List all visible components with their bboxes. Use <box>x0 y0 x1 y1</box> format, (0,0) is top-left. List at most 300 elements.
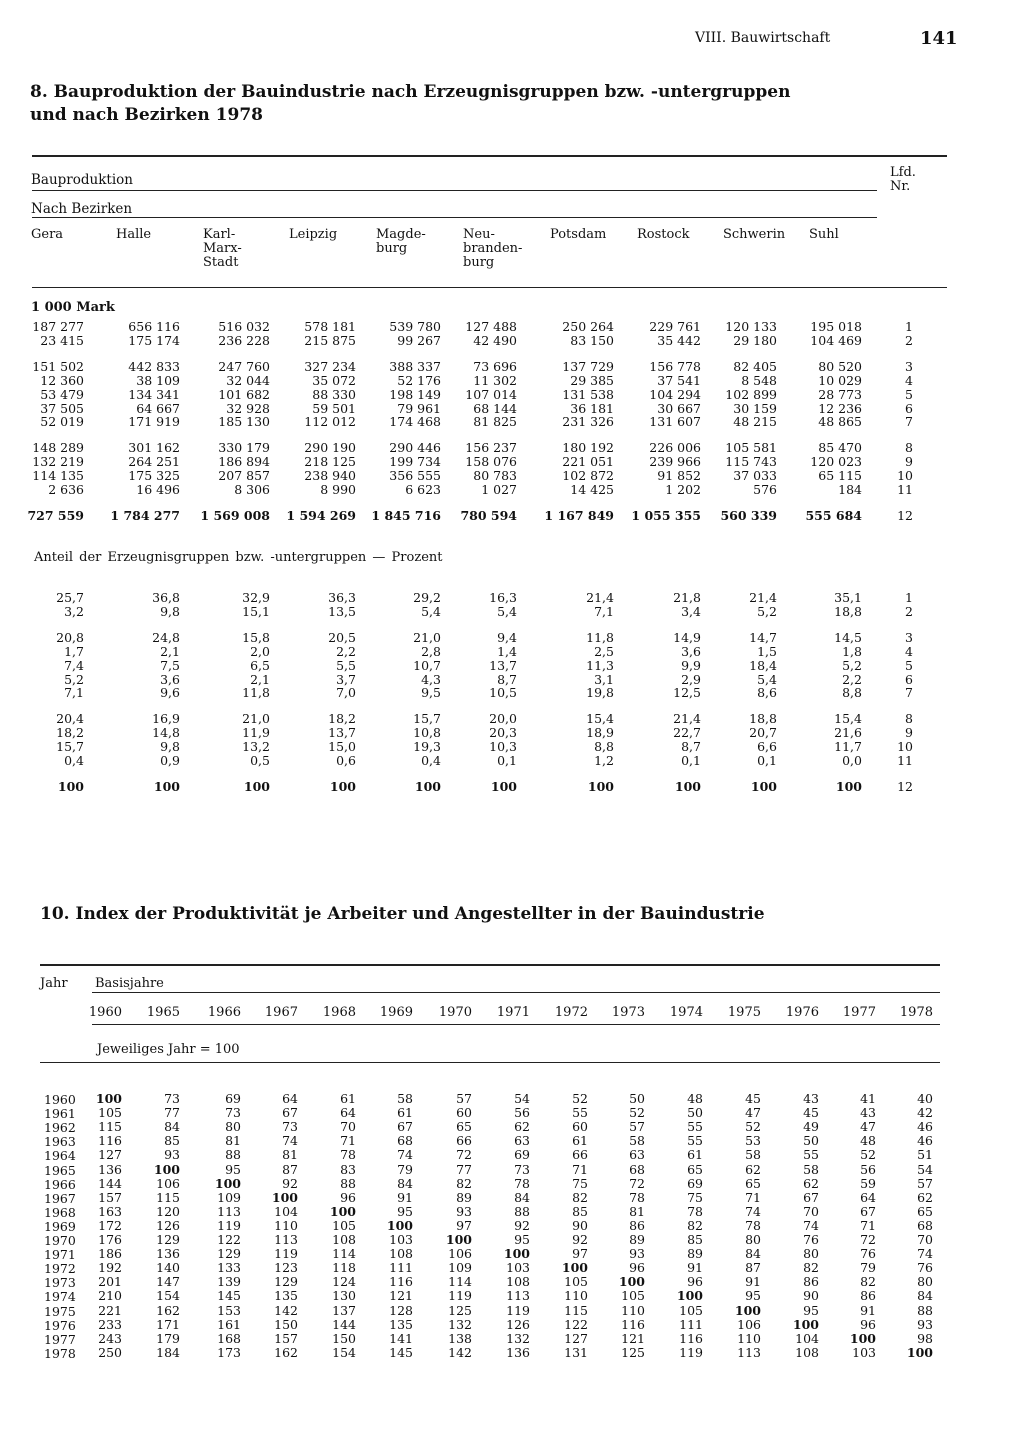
table8-cell: 15,7 <box>413 711 441 727</box>
table8-row-number: 3 <box>905 358 913 374</box>
table10-cell: 67 <box>397 1119 413 1135</box>
table10-cell: 80 <box>745 1232 761 1247</box>
table10-cell: 116 <box>98 1133 122 1149</box>
page-number: 141 <box>920 28 958 49</box>
table8-header-rule2 <box>32 217 877 218</box>
table10-cell: 74 <box>282 1133 298 1149</box>
table10-cell: 73 <box>282 1119 298 1135</box>
table8-cell: 7,5 <box>160 657 180 673</box>
table10-cell: 91 <box>745 1274 761 1290</box>
table8-cell: 48 215 <box>733 414 777 430</box>
table8-cell: 12 236 <box>818 400 862 416</box>
table8-cell: 158 076 <box>465 454 517 470</box>
table8-cell: 215 875 <box>304 332 356 348</box>
table8-cell: 2,0 <box>250 643 270 659</box>
table10-cell: 104 <box>795 1330 819 1346</box>
table10-cell: 126 <box>506 1316 530 1332</box>
table10-cell: 103 <box>389 1232 413 1247</box>
table10-row-year: 1970 <box>44 1233 76 1248</box>
table10-cell: 59 <box>860 1175 876 1191</box>
table8-cell: 80 520 <box>818 358 862 374</box>
table8-cell: 59 501 <box>312 400 356 416</box>
table8-cell: 11,8 <box>586 629 614 645</box>
table10-header-basis: Basisjahre <box>95 976 164 991</box>
table8-column-header: Halle <box>116 227 152 242</box>
table10-cell: 140 <box>156 1260 180 1276</box>
table10-row-year: 1964 <box>44 1148 76 1164</box>
table10-cell: 142 <box>448 1344 472 1360</box>
table10-cell: 83 <box>340 1161 356 1177</box>
table8-cell: 1,8 <box>842 643 862 659</box>
table8-cell: 32 044 <box>226 372 270 388</box>
table8-cell: 73 696 <box>473 358 517 374</box>
table10-cell: 57 <box>917 1175 933 1191</box>
table10-cell: 52 <box>572 1091 588 1106</box>
table10-cell: 100 <box>271 1189 298 1205</box>
table10-cell: 138 <box>448 1330 472 1346</box>
table10-cell: 95 <box>397 1203 413 1219</box>
table10-base-year: 1974 <box>669 1005 703 1020</box>
table8-cell: 5,5 <box>336 657 356 673</box>
table10-cell: 137 <box>332 1302 356 1318</box>
table10-row-year: 1976 <box>44 1317 76 1333</box>
table10-cell: 172 <box>98 1217 122 1233</box>
table10-cell: 100 <box>561 1260 588 1276</box>
table8-cell: 5,2 <box>64 671 84 687</box>
table8-cell: 20,0 <box>489 711 517 727</box>
table8-cell: 134 341 <box>128 386 180 402</box>
table8-cell: 187 277 <box>32 319 84 334</box>
table8-cell: 21,8 <box>673 590 701 605</box>
table10-cell: 127 <box>98 1147 122 1163</box>
table8-cell: 114 135 <box>32 468 84 484</box>
table8-cell: 18,4 <box>749 657 777 673</box>
table10-cell: 131 <box>564 1344 588 1360</box>
table10-cell: 71 <box>340 1133 356 1149</box>
table10-cell: 96 <box>629 1260 645 1276</box>
table10-cell: 85 <box>572 1203 588 1219</box>
table8-cell: 727 559 <box>27 507 84 523</box>
table10-row-year: 1978 <box>44 1345 76 1361</box>
table8-row-number: 7 <box>905 414 913 430</box>
table10-cell: 163 <box>98 1203 122 1219</box>
table10-cell: 92 <box>514 1217 530 1233</box>
table10-cell: 62 <box>803 1175 819 1191</box>
table10-cell: 43 <box>860 1105 876 1121</box>
table8-cell: 32,9 <box>242 590 270 605</box>
table10-cell: 161 <box>217 1316 241 1332</box>
table10-cell: 115 <box>156 1189 180 1205</box>
table10-cell: 111 <box>679 1316 703 1332</box>
table8-cell: 7,1 <box>64 685 84 701</box>
table10-cell: 93 <box>917 1316 933 1332</box>
table8-cell: 20,8 <box>56 629 84 645</box>
table10-cell: 184 <box>156 1344 180 1360</box>
table8-cell: 25,7 <box>56 590 84 605</box>
table10-cell: 119 <box>448 1288 472 1304</box>
table10-cell: 100 <box>849 1330 876 1346</box>
table8-cell: 9,9 <box>681 657 701 673</box>
table10-cell: 154 <box>156 1288 180 1304</box>
table10-cell: 91 <box>397 1189 413 1205</box>
table10-cell: 78 <box>629 1189 645 1205</box>
table8-cell: 2,8 <box>421 643 441 659</box>
table8-cell: 21,4 <box>673 711 701 727</box>
table10-cell: 154 <box>332 1344 356 1360</box>
table10-cell: 79 <box>860 1260 876 1276</box>
table10-row-year: 1960 <box>44 1092 76 1107</box>
table10-cell: 55 <box>687 1133 703 1149</box>
table10-cell: 86 <box>860 1288 876 1304</box>
table10-cell: 162 <box>274 1344 298 1360</box>
table10-cell: 40 <box>917 1091 933 1106</box>
table10-cell: 55 <box>687 1119 703 1135</box>
table10-cell: 52 <box>745 1119 761 1135</box>
table8-cell: 156 237 <box>465 440 517 456</box>
table10-cell: 62 <box>917 1189 933 1205</box>
table8-cell: 15,7 <box>56 739 84 755</box>
table8-row-number: 2 <box>905 603 913 619</box>
table10-cell: 129 <box>217 1246 241 1262</box>
table10-row-year: 1963 <box>44 1134 76 1150</box>
table8-cell: 184 <box>838 482 862 497</box>
table8-cell: 8 990 <box>320 482 356 497</box>
table8-cell: 3,7 <box>336 671 356 687</box>
table8-cell: 186 894 <box>218 454 270 470</box>
table8-cell: 100 <box>750 778 777 794</box>
table10-cell: 85 <box>687 1232 703 1247</box>
table8-cell: 37 541 <box>657 372 701 388</box>
table10-cell: 84 <box>917 1288 933 1304</box>
table8-cell: 82 405 <box>733 358 777 374</box>
table10-cell: 115 <box>564 1302 588 1318</box>
table10-cell: 58 <box>397 1091 413 1106</box>
table10-cell: 108 <box>795 1344 819 1360</box>
table10-cell: 76 <box>803 1232 819 1247</box>
table8-cell: 0,4 <box>421 753 441 768</box>
table10-cell: 145 <box>389 1344 413 1360</box>
table10-cell: 42 <box>917 1105 933 1121</box>
table10-cell: 73 <box>164 1091 180 1106</box>
table8-cell: 11,9 <box>242 725 270 741</box>
table10-cell: 100 <box>445 1232 472 1247</box>
table10-cell: 85 <box>164 1133 180 1149</box>
table10-cell: 46 <box>917 1119 933 1135</box>
table10-cell: 114 <box>448 1274 472 1290</box>
table8-cell: 85 470 <box>818 440 862 456</box>
table10-cell: 120 <box>156 1203 180 1219</box>
table8-cell: 36,3 <box>328 590 356 605</box>
table10-row-year: 1961 <box>44 1106 76 1122</box>
table10-cell: 129 <box>274 1274 298 1290</box>
table10-cell: 60 <box>572 1119 588 1135</box>
table8-cell: 35,1 <box>834 590 862 605</box>
table8-cell: 264 251 <box>128 454 180 470</box>
table8-cell: 65 115 <box>818 468 862 484</box>
table10-cell: 80 <box>917 1274 933 1290</box>
table8-row-number: 8 <box>905 711 913 727</box>
table8-cell: 19,8 <box>586 685 614 701</box>
table8-cell: 127 488 <box>465 319 517 334</box>
table8-row-number: 6 <box>905 400 913 416</box>
table8-cell: 20,7 <box>749 725 777 741</box>
table8-column-header: Leipzig <box>289 227 338 242</box>
table8-cell: 5,2 <box>757 603 777 619</box>
table8-cell: 112 012 <box>304 414 356 430</box>
table10-cell: 69 <box>687 1175 703 1191</box>
table10-cell: 133 <box>217 1260 241 1276</box>
table8-cell: 8,6 <box>757 685 777 701</box>
table10-cell: 122 <box>564 1316 588 1332</box>
table10-cell: 221 <box>98 1302 122 1318</box>
table8-cell: 36 181 <box>570 400 614 416</box>
table8-cell: 8,8 <box>842 685 862 701</box>
table8-unit-label: 1 000 Mark <box>31 300 115 315</box>
table10-cell: 135 <box>389 1316 413 1332</box>
table8-cell: 21,4 <box>749 590 777 605</box>
table10-cell: 55 <box>572 1105 588 1121</box>
table10-cell: 91 <box>860 1302 876 1318</box>
table8-cell: 174 468 <box>389 414 441 430</box>
table8-cell: 231 326 <box>562 414 614 430</box>
table10-cell: 79 <box>397 1161 413 1177</box>
table8-cell: 236 228 <box>218 332 270 348</box>
table10-cell: 50 <box>629 1091 645 1106</box>
table8-cell: 1 055 355 <box>631 507 701 523</box>
table10-row-year: 1965 <box>44 1162 76 1178</box>
table8-row-number: 1 <box>905 319 913 334</box>
table8-cell: 132 219 <box>32 454 84 470</box>
table8-column-header: Rostock <box>637 227 690 242</box>
table10-cell: 100 <box>153 1161 180 1177</box>
table8-row-number: 7 <box>905 685 913 701</box>
table8-cell: 32 928 <box>226 400 270 416</box>
table10-cell: 69 <box>514 1147 530 1163</box>
table8-cell: 185 130 <box>218 414 270 430</box>
table8-cell: 100 <box>587 778 614 794</box>
table8-cell: 16,3 <box>489 590 517 605</box>
table10-cell: 119 <box>679 1344 703 1360</box>
table8-cell: 2,5 <box>594 643 614 659</box>
table8-cell: 64 667 <box>136 400 180 416</box>
table8-cell: 18,9 <box>586 725 614 741</box>
table10-cell: 150 <box>332 1330 356 1346</box>
table10-cell: 98 <box>917 1330 933 1346</box>
table10-cell: 100 <box>676 1288 703 1304</box>
table10-cell: 45 <box>745 1091 761 1106</box>
table10-cell: 92 <box>572 1232 588 1247</box>
table10-cell: 126 <box>156 1217 180 1233</box>
table10-row-year: 1973 <box>44 1275 76 1291</box>
table10-cell: 60 <box>456 1105 472 1121</box>
table10-cell: 72 <box>629 1175 645 1191</box>
table10-cell: 54 <box>514 1091 530 1106</box>
table10-cell: 82 <box>572 1189 588 1205</box>
table8-cell: 15,4 <box>586 711 614 727</box>
table10-cell: 109 <box>217 1189 241 1205</box>
table10-base-year: 1966 <box>207 1005 241 1020</box>
table10-cell: 132 <box>506 1330 530 1346</box>
table10-cell: 136 <box>98 1161 122 1177</box>
table10-title: 10. Index der Produktivität je Arbeiter und Angestellter in der Bauindustrie <box>40 904 765 924</box>
table8-cell: 8 548 <box>741 372 777 388</box>
table10-cell: 80 <box>803 1246 819 1262</box>
table8-cell: 13,7 <box>489 657 517 673</box>
table10-base-year: 1968 <box>322 1005 356 1020</box>
table8-cell: 5,4 <box>757 671 777 687</box>
table8-cell: 30 159 <box>733 400 777 416</box>
table10-cell: 62 <box>514 1119 530 1135</box>
table8-cell: 104 469 <box>810 332 862 348</box>
table8-cell: 100 <box>414 778 441 794</box>
table8-cell: 560 339 <box>720 507 777 523</box>
table10-cell: 90 <box>803 1288 819 1304</box>
table10-cell: 110 <box>737 1330 761 1346</box>
table8-cell: 10,8 <box>413 725 441 741</box>
table8-row-number: 9 <box>905 725 913 741</box>
table10-cell: 58 <box>745 1147 761 1163</box>
table8-cell: 52 176 <box>397 372 441 388</box>
table8-cell: 120 133 <box>725 319 777 334</box>
table10-cell: 72 <box>860 1232 876 1247</box>
table10-cell: 108 <box>506 1274 530 1290</box>
table8-cell: 156 778 <box>649 358 701 374</box>
table8-cell: 29 180 <box>733 332 777 348</box>
table10-cell: 142 <box>274 1302 298 1318</box>
table8-cell: 18,8 <box>749 711 777 727</box>
table8-cell: 24,8 <box>152 629 180 645</box>
table8-cell: 555 684 <box>805 507 862 523</box>
table8-header-lfd: Lfd. Nr. <box>890 165 916 194</box>
table8-cell: 7,4 <box>64 657 84 673</box>
table10-cell: 77 <box>164 1105 180 1121</box>
table8-cell: 100 <box>835 778 862 794</box>
table10-cell: 119 <box>506 1302 530 1318</box>
table10-cell: 96 <box>687 1274 703 1290</box>
table10-cell: 106 <box>737 1316 761 1332</box>
table8-cell: 10,7 <box>413 657 441 673</box>
table10-cell: 61 <box>687 1147 703 1163</box>
table8-cell: 12 360 <box>40 372 84 388</box>
table8-column-header: Neu- branden- burg <box>463 227 523 270</box>
table10-cell: 89 <box>687 1246 703 1262</box>
table10-cell: 192 <box>98 1260 122 1276</box>
table8-cell: 6 623 <box>405 482 441 497</box>
table8-row-number: 3 <box>905 629 913 645</box>
table8-cell: 104 294 <box>649 386 701 402</box>
table10-cell: 67 <box>282 1105 298 1121</box>
table10-cell: 157 <box>98 1189 122 1205</box>
table10-cell: 118 <box>332 1260 356 1276</box>
table10-row-year: 1977 <box>44 1331 76 1347</box>
table8-cell: 180 192 <box>562 440 614 456</box>
table8-column-header: Magde- burg <box>376 227 426 256</box>
table8-cell: 14,7 <box>749 629 777 645</box>
table8-cell: 656 116 <box>128 319 180 334</box>
table10-cell: 56 <box>514 1105 530 1121</box>
table10-cell: 64 <box>282 1091 298 1106</box>
table8-cell: 18,2 <box>328 711 356 727</box>
table8-cell: 3,6 <box>681 643 701 659</box>
table8-row-number: 5 <box>905 386 913 402</box>
table8-row-number: 4 <box>905 372 913 388</box>
table10-cell: 61 <box>572 1133 588 1149</box>
table10-cell: 116 <box>389 1274 413 1290</box>
table10-cell: 116 <box>621 1316 645 1332</box>
table10-cell: 121 <box>389 1288 413 1304</box>
table8-cell: 148 289 <box>32 440 84 456</box>
table8-cell: 3,1 <box>594 671 614 687</box>
table8-cell: 221 051 <box>562 454 614 470</box>
table10-header-jahr: Jahr <box>40 976 68 991</box>
table10-cell: 210 <box>98 1288 122 1304</box>
table10-cell: 121 <box>621 1330 645 1346</box>
table8-column-header: Gera <box>31 227 64 242</box>
table10-base-year: 1967 <box>264 1005 298 1020</box>
table10-cell: 68 <box>397 1133 413 1149</box>
table10-row-year: 1972 <box>44 1261 76 1277</box>
table8-cell: 1,7 <box>64 643 84 659</box>
table10-cell: 157 <box>274 1330 298 1346</box>
table10-cell: 113 <box>737 1344 761 1360</box>
table10-cell: 47 <box>860 1119 876 1135</box>
running-head: VIII. Bauwirtschaft <box>695 30 831 46</box>
table8-cell: 88 330 <box>312 386 356 402</box>
table10-cell: 233 <box>98 1316 122 1332</box>
table10-cell: 80 <box>225 1119 241 1135</box>
table10-cell: 106 <box>156 1175 180 1191</box>
table10-cell: 93 <box>456 1203 472 1219</box>
table10-cell: 78 <box>745 1217 761 1233</box>
table10-cell: 105 <box>621 1288 645 1304</box>
table10-cell: 106 <box>448 1246 472 1262</box>
table10-row-year: 1966 <box>44 1176 76 1192</box>
table8-row-number: 12 <box>897 507 913 523</box>
table8-cell: 53 479 <box>40 386 84 402</box>
table8-cell: 42 490 <box>473 332 517 348</box>
table8-cell: 80 783 <box>473 468 517 484</box>
table8-cell: 1 027 <box>481 482 517 497</box>
table8-cell: 11,3 <box>586 657 614 673</box>
table10-cell: 70 <box>803 1203 819 1219</box>
table10-cell: 88 <box>917 1302 933 1318</box>
table10-cell: 88 <box>340 1175 356 1191</box>
table8-cell: 83 150 <box>570 332 614 348</box>
table8-cell: 100 <box>243 778 270 794</box>
table10-cell: 108 <box>389 1246 413 1262</box>
table10-cell: 144 <box>98 1175 122 1191</box>
table10-cell: 125 <box>448 1302 472 1318</box>
table10-cell: 128 <box>389 1302 413 1318</box>
table8-cell: 516 032 <box>218 319 270 334</box>
table8-row-number: 10 <box>897 739 913 755</box>
table10-cell: 119 <box>217 1217 241 1233</box>
table10-cell: 51 <box>917 1147 933 1163</box>
table8-cell: 99 267 <box>397 332 441 348</box>
table10-cell: 65 <box>456 1119 472 1135</box>
table10-cell: 50 <box>687 1105 703 1121</box>
table10-cell: 113 <box>217 1203 241 1219</box>
table8-row-number: 10 <box>897 468 913 484</box>
table8-cell: 102 872 <box>562 468 614 484</box>
table10-cell: 129 <box>156 1232 180 1247</box>
table8-cell: 1 569 008 <box>200 507 270 523</box>
table10-cell: 75 <box>687 1189 703 1205</box>
table10-base-year: 1972 <box>554 1005 588 1020</box>
table10-base-year: 1969 <box>379 1005 413 1020</box>
table8-cell: 0,4 <box>64 753 84 768</box>
table8-cell: 0,1 <box>757 753 777 768</box>
